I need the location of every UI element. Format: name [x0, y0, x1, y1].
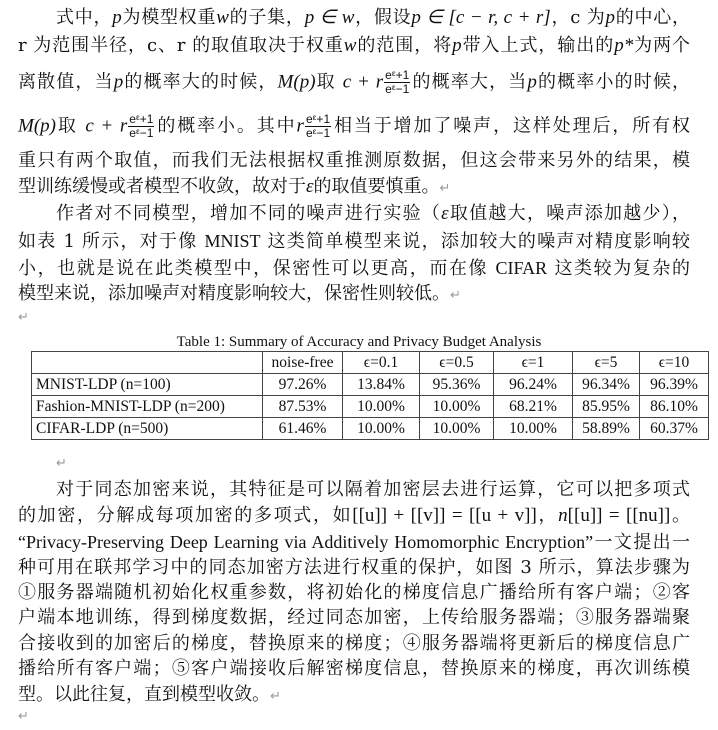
- text-line: [18, 69, 690, 95]
- paragraph-mark-icon: ↵: [18, 709, 29, 724]
- text-line: [18, 113, 690, 139]
- header-cell: ϵ=1: [494, 352, 573, 374]
- table-cell: 10.00%: [420, 396, 494, 418]
- text-run: 取: [55, 115, 86, 137]
- math-expression: c + r: [85, 115, 128, 137]
- header-cell: [32, 352, 263, 374]
- text-run: 型训练缓慢或者模型不收敛，故对于: [18, 176, 306, 197]
- math-expression: n: [558, 505, 568, 526]
- math-expression: p: [527, 71, 537, 93]
- text-run: 播给所有客户端；⑤客户端接收后解密梯度信息，替换原来的梯度，再次训练模: [18, 658, 690, 679]
- math-expression: c + r: [342, 71, 384, 93]
- text-run: 式中，: [56, 7, 113, 28]
- table-caption: Table 1: Summary of Accuracy and Privacy Budget Analysis: [176, 334, 542, 350]
- text-line: [18, 607, 690, 633]
- fraction-denominator: eᵋ−1: [305, 126, 331, 140]
- text-run: 的范围，将: [356, 35, 453, 56]
- table-cell: 85.95%: [573, 396, 640, 418]
- table-cell: 96.34%: [573, 374, 640, 396]
- text-run: 一文提出一: [593, 532, 690, 553]
- table-cell: 61.46%: [263, 418, 343, 440]
- header-cell: ϵ=10: [640, 352, 709, 374]
- row-label: CIFAR-LDP (n=500): [32, 418, 263, 440]
- text-line: [18, 582, 690, 608]
- text-run: 如表 1 所示，对于像: [18, 231, 205, 252]
- row-label: MNIST-LDP (n=100): [32, 374, 263, 396]
- fraction-numerator: eᵋ+1: [385, 68, 410, 82]
- text-run: 的子集，: [228, 7, 305, 28]
- table-cell: 96.24%: [494, 374, 573, 396]
- text-line: [18, 658, 690, 684]
- text-line: [18, 150, 690, 176]
- text-run: 的中心，: [615, 7, 691, 28]
- latin-text: “Privacy-Preserving Deep Learning via Additively Homomorphic Encryption”: [18, 532, 594, 552]
- text-run: 的概率大的时候，: [123, 71, 278, 93]
- text-run: 的概率大，当: [411, 71, 528, 93]
- text-run: ，: [536, 505, 559, 526]
- text-line: [56, 203, 690, 229]
- math-expression: p: [112, 7, 122, 28]
- text-run: r 为范围半径，c、r 的取值取决于权重: [18, 35, 344, 56]
- math-expression: p*: [614, 35, 634, 56]
- math-expression: p ∈ [c − r, c + r]: [411, 7, 551, 28]
- table-cell: 10.00%: [343, 418, 420, 440]
- text-run: 合接收到的加密后的梯度，替换原来的梯度；④服务器端将更新后的梯度信息广: [18, 633, 690, 654]
- text-line: [56, 451, 718, 477]
- table-cell: 86.10%: [640, 396, 709, 418]
- math-expression: ε: [306, 176, 314, 197]
- text-line: [18, 176, 690, 202]
- fraction-denominator: eᵋ−1: [385, 82, 410, 96]
- table-cell: 58.89%: [573, 418, 640, 440]
- text-line: [18, 531, 690, 557]
- header-cell: ϵ=0.1: [343, 352, 420, 374]
- fraction-numerator: eᵋ+1: [129, 112, 154, 126]
- header-cell: noise-free: [263, 352, 343, 374]
- text-run: 带入上式，输出的: [461, 35, 615, 56]
- text-line: [18, 230, 690, 256]
- table-cell: 87.53%: [263, 396, 343, 418]
- text-run: 的概率小。其中: [155, 115, 297, 137]
- text-run: ，c 为: [550, 7, 606, 28]
- table-cell: 10.00%: [494, 418, 573, 440]
- text-run: 为模型权重: [121, 7, 217, 28]
- table-cell: 10.00%: [420, 418, 494, 440]
- math-expression: p: [452, 35, 462, 56]
- text-run: 作者对不同模型，增加不同的噪声进行实验（: [56, 203, 442, 224]
- text-run: 的取值要慎重。: [313, 176, 440, 197]
- header-cell: ϵ=0.5: [420, 352, 494, 374]
- text-run: 这类简单模型来说，添加较大的噪声对精度影响较: [260, 231, 690, 252]
- text-run: 重只有两个取值，而我们无法根据权重推测原数据，但这会带来另外的结果，模: [18, 150, 690, 171]
- math-expression: [[u]] + [[v]] = [[u + v]]: [352, 505, 537, 526]
- text-run: 离散值，当: [18, 71, 114, 93]
- text-line: [18, 35, 690, 61]
- text-run: 。: [670, 505, 691, 526]
- fraction: [305, 113, 331, 140]
- fraction: [128, 113, 154, 140]
- text-run: 小，也就是说在此类模型中，保密性可以更高，而在像: [18, 258, 496, 279]
- text-line: [18, 305, 690, 331]
- text-line: [56, 7, 690, 33]
- math-expression: p: [113, 71, 124, 93]
- text-run: 模型来说，添加噪声对精度影响较大，保密性则较低。: [18, 283, 450, 304]
- math-expression: M(p): [18, 115, 56, 137]
- text-line: [18, 257, 690, 283]
- text-run: 户端本地训练，得到梯度数据，经过同态加密，上传给服务器端；③服务器端聚: [18, 607, 690, 628]
- math-expression: p: [605, 7, 616, 28]
- fraction-denominator: eᵋ−1: [129, 126, 154, 140]
- text-run: 的概率小的时候，: [536, 71, 691, 93]
- paragraph-mark-icon: ↵: [270, 689, 281, 704]
- table-cell: 97.26%: [263, 374, 343, 396]
- table-cell: 68.21%: [494, 396, 573, 418]
- math-expression: w: [216, 7, 229, 28]
- header-cell: ϵ=5: [573, 352, 640, 374]
- text-run: 型。以此往复，直到模型收敛。: [18, 684, 270, 705]
- text-line: [18, 505, 690, 531]
- table-cell: 10.00%: [343, 396, 420, 418]
- text-run: 种可用在联邦学习中的同态加密方法进行权重的保护，如图 3 所示，算法步骤为: [18, 557, 690, 578]
- latin-text: MNIST: [204, 231, 261, 251]
- text-run: 取: [315, 71, 343, 93]
- table-cell: 95.36%: [420, 374, 494, 396]
- text-run: 为两个: [633, 35, 691, 56]
- latin-text: CIFAR: [495, 258, 548, 278]
- text-run: 相当于增加了噪声，这样处理后，所有权: [332, 115, 691, 137]
- accuracy-privacy-table: [31, 351, 709, 440]
- text-line: [18, 633, 690, 659]
- text-run: 取值越大，噪声添加越少），: [448, 203, 691, 224]
- paragraph-mark-icon: ↵: [439, 181, 451, 196]
- math-expression: [[u]] = [[nu]]: [567, 505, 671, 526]
- math-expression: w: [343, 35, 357, 56]
- table-cell: 13.84%: [343, 374, 420, 396]
- text-run: ①服务器端随机初始化权重参数，将初始化的梯度信息广播给所有客户端；②客: [18, 582, 690, 603]
- math-expression: M(p): [277, 71, 316, 93]
- paragraph-mark-icon: ↵: [56, 456, 67, 471]
- paragraph-mark-icon: ↵: [18, 310, 29, 325]
- table-cell: 60.37%: [640, 418, 709, 440]
- math-expression: r: [296, 115, 304, 137]
- text-run: 这类较为复杂的: [547, 258, 690, 279]
- table-row: [32, 374, 709, 396]
- text-line: [56, 479, 690, 505]
- fraction-numerator: eᵋ+1: [305, 112, 331, 126]
- table-row: [32, 418, 709, 440]
- text-run: 对于同态加密来说，其特征是可以隔着加密层去进行运算，它可以把多项式: [56, 479, 690, 500]
- text-run: 的加密，分解成每项加密的多项式，如: [18, 505, 353, 526]
- math-expression: p ∈ w: [304, 7, 355, 28]
- paragraph-mark-icon: ↵: [450, 288, 461, 303]
- math-expression: ε: [441, 203, 449, 224]
- table-cell: 96.39%: [640, 374, 709, 396]
- table-row: [32, 396, 709, 418]
- text-run: ，假设: [354, 7, 412, 28]
- text-line: [18, 557, 690, 583]
- row-label: Fashion-MNIST-LDP (n=200): [32, 396, 263, 418]
- text-line: [18, 704, 690, 730]
- table-header-row: [32, 352, 709, 374]
- fraction: [384, 69, 410, 96]
